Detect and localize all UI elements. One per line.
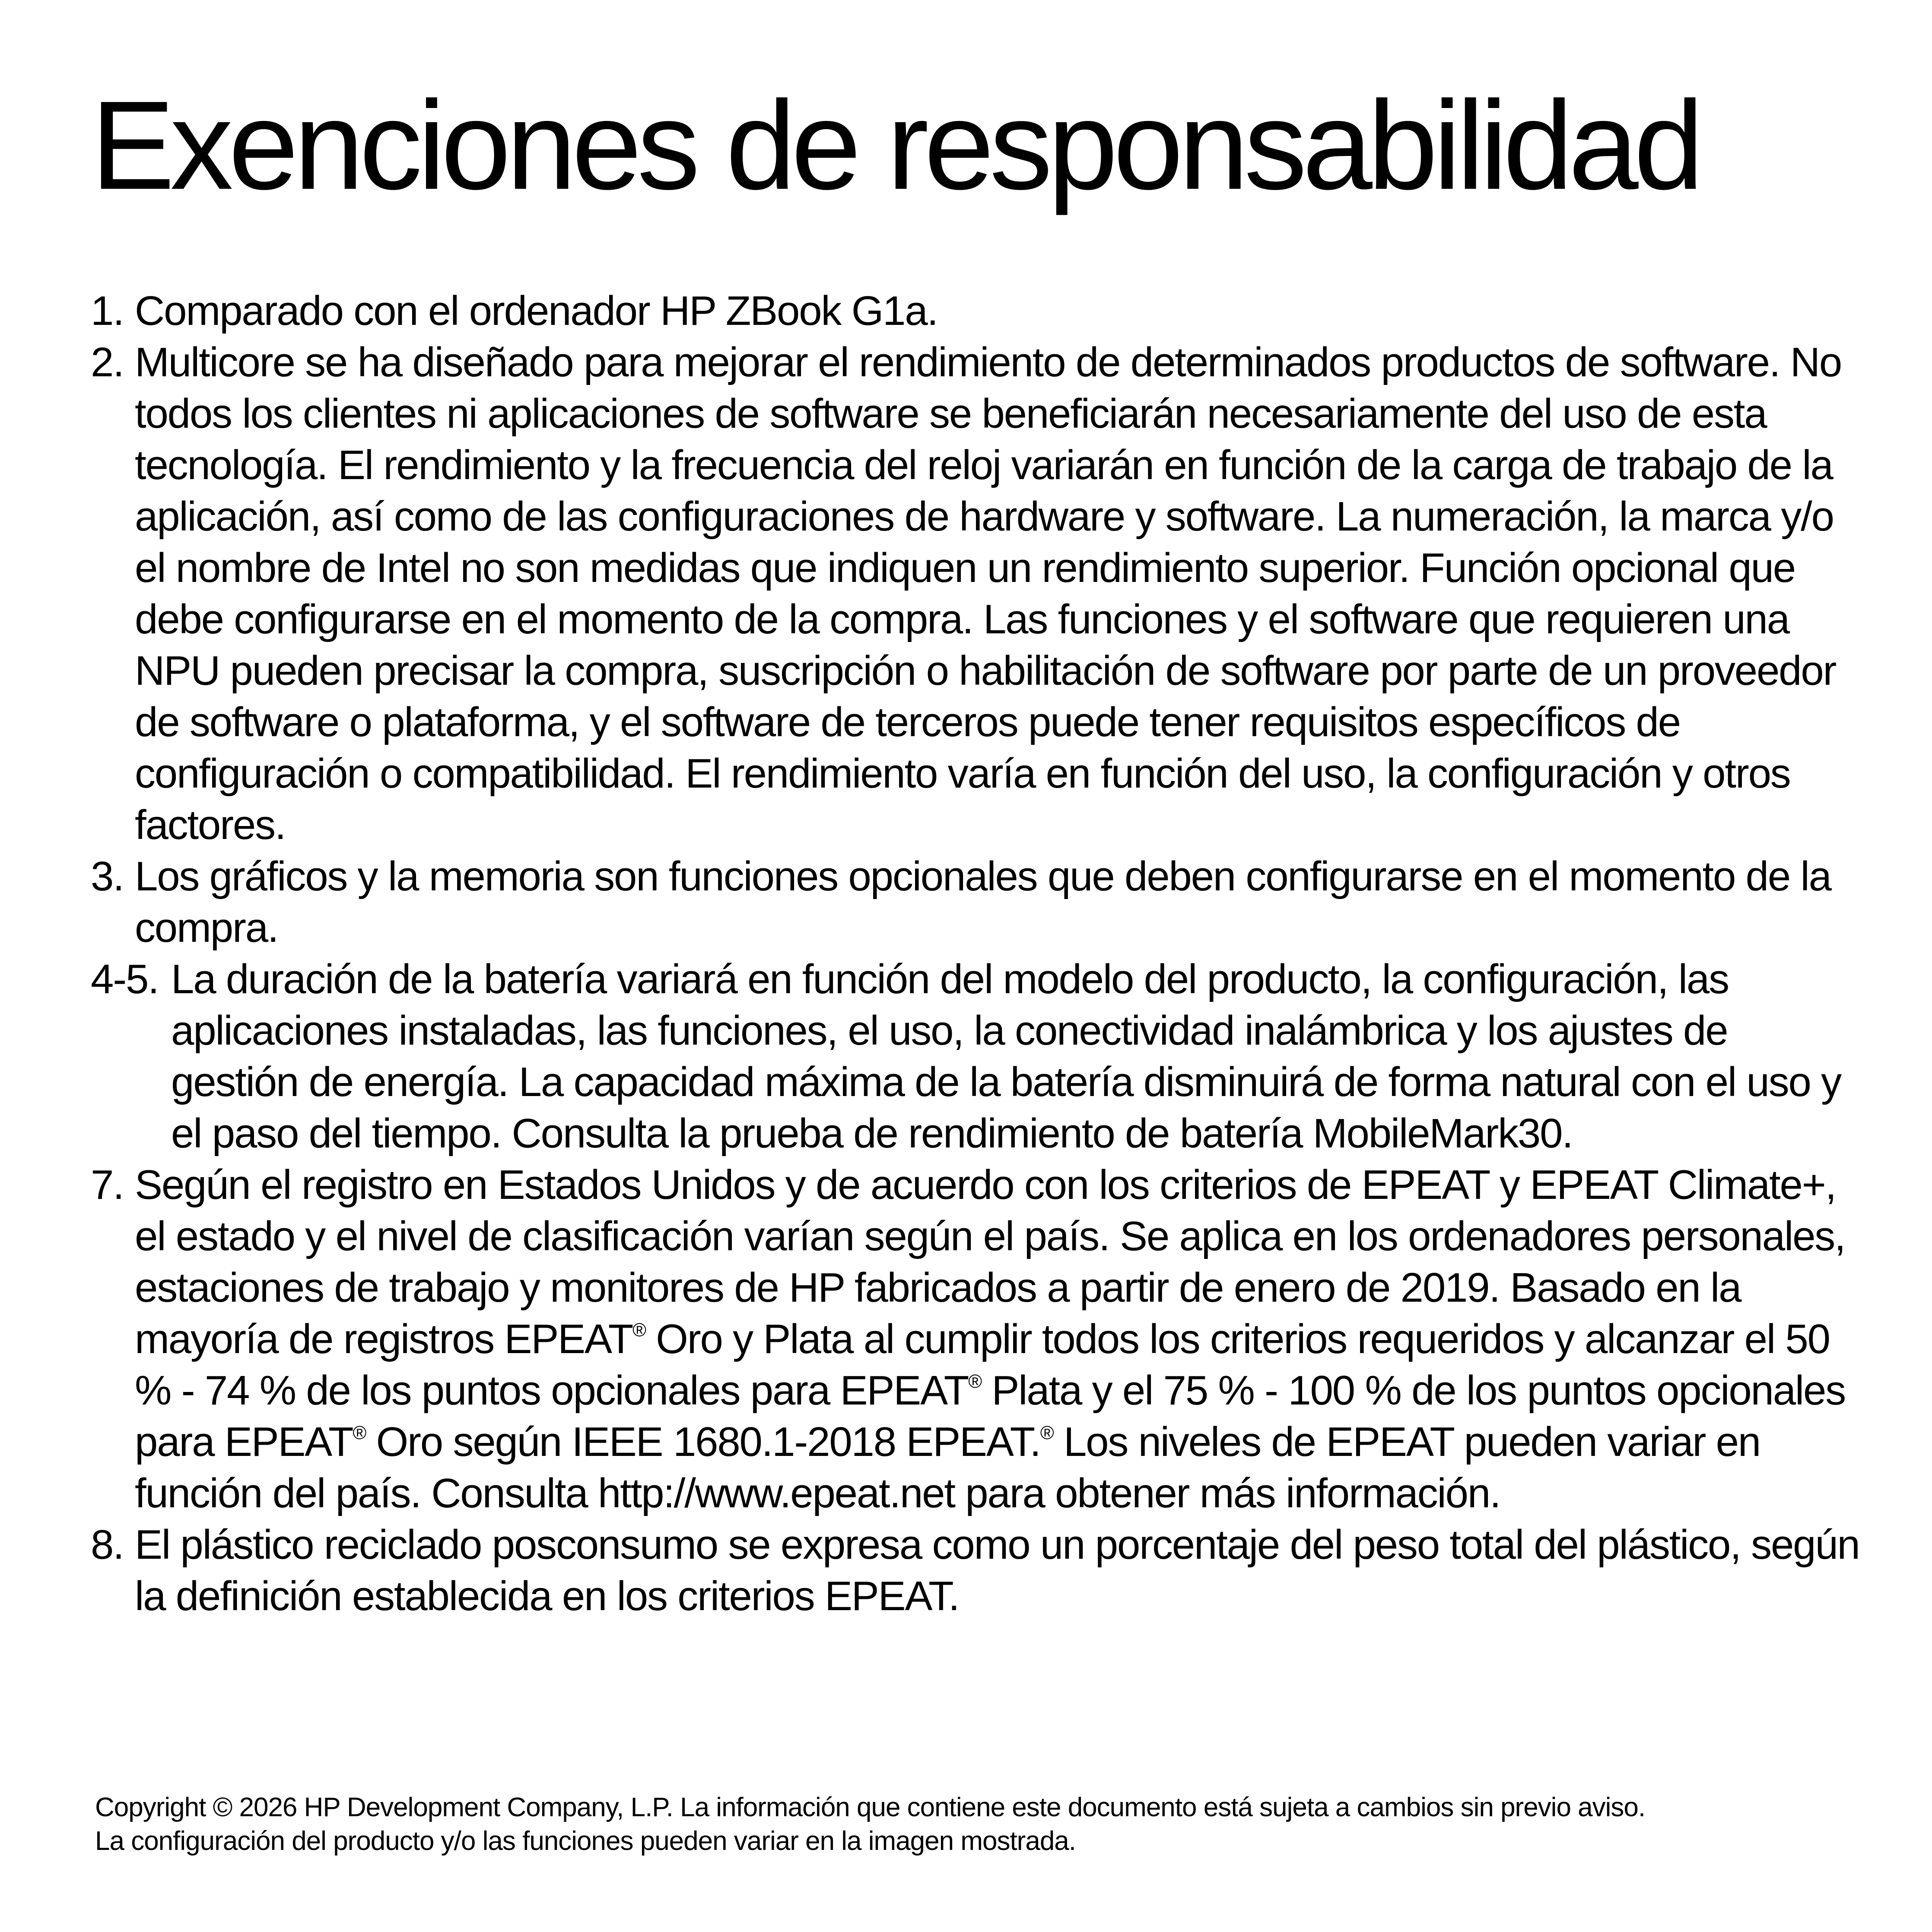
disclaimer-item-3 xyxy=(91,851,1862,953)
disclaimer-number: 4-5. xyxy=(91,956,159,1002)
disclaimer-list xyxy=(91,285,1862,1622)
disclaimer-item-2 xyxy=(91,337,1862,851)
disclaimer-item-7 xyxy=(91,1159,1862,1519)
disclaimer-text: Comparado con el ordenador HP ZBook G1a. xyxy=(135,288,938,334)
disclaimer-number: 2. xyxy=(91,339,124,385)
disclaimer-text-segment: Oro y Plata al cumplir todos los criterios requeridos y alcanzar el 50 % - 74 % de los puntos opcionales para EPEAT xyxy=(135,1316,1830,1414)
registered-trademark-mark: ® xyxy=(1040,1423,1053,1444)
disclaimer-number: 7. xyxy=(91,1162,124,1208)
disclaimer-item-1 xyxy=(91,285,1862,337)
disclaimer-text: Multicore se ha diseñado para mejorar el rendimiento de determinados productos de software. No todos los clientes ni aplicaciones de software se beneficiarán necesariamente del uso de esta tecnología. El rendimiento y la frecuencia del reloj variarán en función de la carga de trabajo de la aplicación, así como de las configuraciones de hardware y software. La numeración, la marca y/o el nombre de Intel no son medidas que indiquen un rendimiento superior. Función opcional que debe configurarse en el momento de la compra. Las funciones y el software que requieren una NPU pueden precisar la compra, suscripción o habilitación de software por parte de un proveedor de software o plataforma, y el software de terceros puede tener requisitos específicos de configuración o compatibilidad. El rendimiento varía en función del uso, la configuración y otros factores. xyxy=(135,339,1842,848)
page-title: Exenciones de responsabilidad xyxy=(91,75,1700,216)
disclaimer-text: El plástico reciclado posconsumo se expresa como un porcentaje del peso total del plástico, según la definición establecida en los criterios EPEAT. xyxy=(135,1522,1859,1619)
disclaimer-number: 1. xyxy=(91,288,124,334)
disclaimer-text-segment: Según el registro en Estados Unidos y de acuerdo con los criterios de EPEAT y EPEAT Climate+, el estado y el nivel de clasificación varían según el país. Se aplica en los ordenadores personales, estaciones de trabajo y monitores de HP fabricados a partir de enero de 2019. Basado en la mayoría de registros EPEAT xyxy=(135,1162,1845,1362)
disclaimer-text-segment: Oro según IEEE 1680.1-2018 EPEAT. xyxy=(365,1419,1040,1465)
copyright-footer xyxy=(95,1791,1866,1858)
registered-trademark-mark: ® xyxy=(632,1320,645,1341)
disclaimer-item-4-5 xyxy=(91,953,1862,1159)
registered-trademark-mark: ® xyxy=(353,1423,366,1444)
disclaimer-number: 3. xyxy=(91,853,124,899)
disclaimer-item-8 xyxy=(91,1519,1862,1622)
registered-trademark-mark: ® xyxy=(968,1371,981,1392)
disclaimer-text: La duración de la batería variará en función del modelo del producto, la configuración, las aplicaciones instaladas, las funciones, el uso, la conectividad inalámbrica y los ajustes de gestión de energía. La capacidad máxima de la batería disminuirá de forma natural con el uso y el paso del tiempo. Consulta la prueba de rendimiento de batería MobileMark30. xyxy=(171,956,1841,1157)
disclaimer-text xyxy=(91,1159,1862,1519)
disclaimer-text-segment: Los niveles de EPEAT pueden variar en función del país. Consulta http://www.epeat.net para obtener más información. xyxy=(135,1419,1760,1516)
disclaimer-number: 8. xyxy=(91,1522,124,1568)
disclaimer-text-segment: Plata y el 75 % - 100 % de los puntos opcionales para EPEAT xyxy=(135,1367,1846,1465)
copyright-line: Copyright © 2026 HP Development Company, L.P. La información que contiene este documento está sujeta a cambios sin previo aviso. xyxy=(95,1792,1646,1822)
disclaimer-text: Los gráficos y la memoria son funciones opcionales que deben configurarse en el momento de la compra. xyxy=(135,853,1831,951)
configuration-note: La configuración del producto y/o las funciones pueden variar en la imagen mostrada. xyxy=(95,1826,1076,1856)
